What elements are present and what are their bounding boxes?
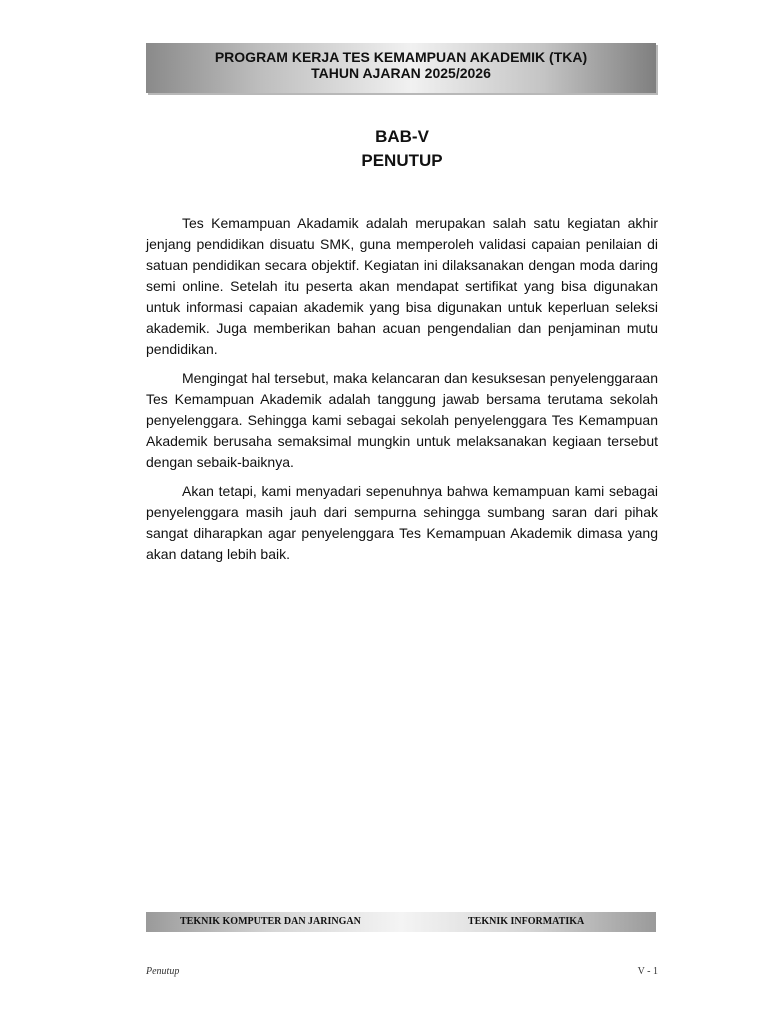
department-label-tkj: TEKNIK KOMPUTER DAN JARINGAN [180,916,361,927]
header-title: PROGRAM KERJA TES KEMAMPUAN AKADEMIK (TKA) [214,49,588,65]
paragraph: Tes Kemampuan Akadamik adalah merupakan salah satu kegiatan akhir jenjang pendidikan disuatu SMK, guna memperoleh validasi capaian penilaian di satuan pendidikan secara objektif. Kegiatan ini dilaksanakan dengan moda daring semi online. Setelah itu peserta akan mendapat sertifikat yang bisa digunakan untuk informasi capaian akademik yang bisa digunakan untuk keperluan seleksi akademik. Juga memberikan bahan acuan pengendalian dan penjaminan mutu pendidikan. [146,215,658,357]
chapter-number: BAB-V [375,127,429,146]
department-footer-band [146,912,656,932]
document-header-banner [146,43,656,93]
chapter-body [146,213,658,573]
paragraph: Akan tetapi, kami menyadari sepenuhnya bahwa kemampuan kami sebagai penyelenggara masih jauh dari sempurna sehingga sumbang saran dari pihak sangat diharapkan agar penyelenggara Tes Kemampuan Akademik dimasa yang akan datang lebih baik. [146,483,658,562]
department-label-ti: TEKNIK INFORMATIKA [468,916,585,927]
chapter-title: PENUTUP [361,151,443,170]
footer-section-name: Penutup [146,966,180,977]
page-number: V - 1 [637,966,658,977]
header-subtitle: TAHUN AJARAN 2025/2026 [311,65,491,81]
paragraph: Mengingat hal tersebut, maka kelancaran dan kesuksesan penyelenggaraan Tes Kemampuan Akademik adalah tanggung jawab bersama terutama sekolah penyelenggara. Sehingga kami sebagai sekolah penyelenggara Tes Kemampuan Akademik berusaha semaksimal mungkin untuk melaksanakan kegiaan tersebut dengan sebaik-baiknya. [146,370,658,470]
